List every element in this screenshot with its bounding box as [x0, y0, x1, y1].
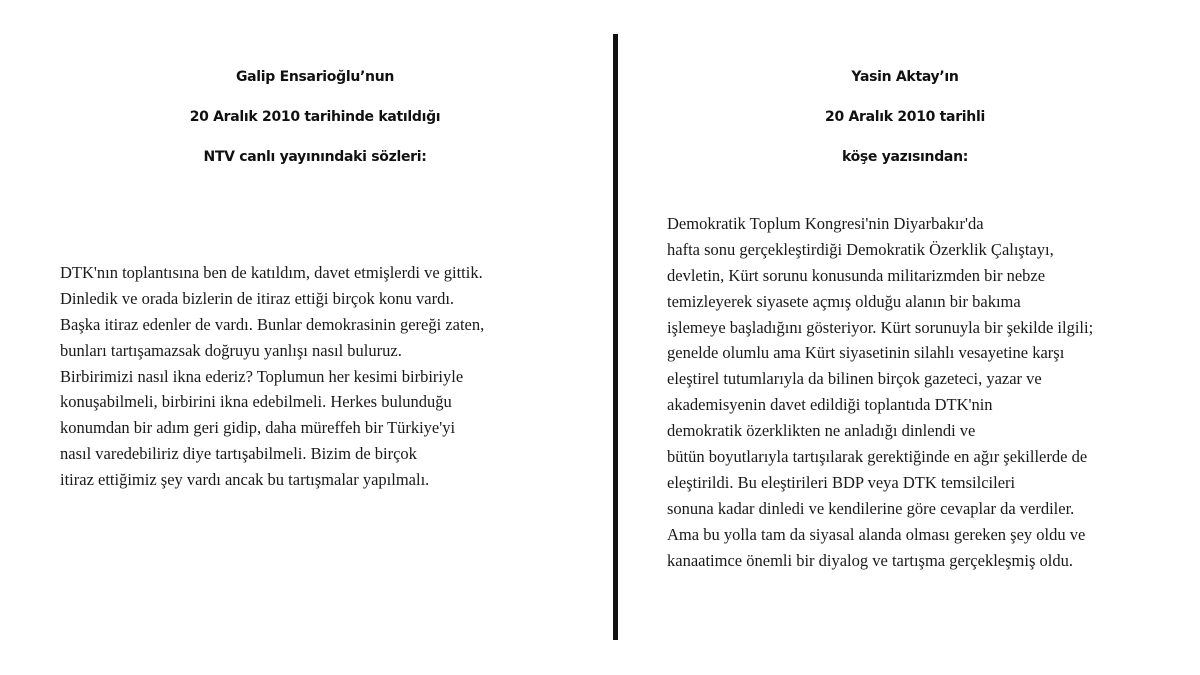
right-quote-line: devletin, Kürt sorunu konusunda militarizmden bir nebze [667, 265, 1046, 285]
right-quote-line: Demokratik Toplum Kongresi'nin Diyarbakır'da [667, 214, 984, 233]
left-quote-line: konuşabilmeli, birbirini ikna edebilmeli. Herkes bulunduğu [60, 392, 452, 412]
right-quote-line: genelde olumlu ama Kürt siyasetinin silahlı vesayetine karşı [667, 343, 1065, 363]
vertical-divider [613, 34, 618, 640]
right-quote-line: hafta sonu gerçekleştirdiği Demokratik Özerklik Çalıştayı, [667, 239, 1054, 259]
left-heading-line: Galip Ensarioğlu’nun [235, 69, 395, 85]
left-quote [60, 260, 484, 493]
left-quote-line: Başka itiraz edenler de vardı. Bunlar demokrasinin gereği zaten, [60, 314, 485, 334]
right-quote-line: işlemeye başladığını gösteriyor. Kürt sorunuyla bir şekilde ilgili; [667, 317, 1094, 337]
left-quote-line: Birbirimizi nasıl ikna ederiz? Toplumun her kesimi birbiriyle [60, 366, 464, 386]
right-heading-line: Yasin Aktay’ın [851, 69, 959, 85]
right-quote-line: sonuna kadar dinledi ve kendilerine göre cevaplar da verdiler. [667, 498, 1075, 518]
right-quote-line: Ama bu yolla tam da siyasal alanda olması gereken şey oldu ve [667, 524, 1086, 544]
left-quote-line: Dinledik ve orada bizlerin de itiraz ettiği birçok konu vardı. [60, 288, 455, 308]
right-quote-line: kanaatimce önemli bir diyalog ve tartışma gerçekleşmiş oldu. [667, 550, 1073, 570]
left-quote-line: DTK'nın toplantısına ben de katıldım, davet etmişlerdi ve gittik. [60, 263, 483, 282]
right-heading [625, 57, 1185, 177]
left-quote-line: nasıl varedebiliriz diye tartışabilmeli. Bizim de birçok [60, 444, 417, 464]
left-heading-line: 20 Aralık 2010 tarihinde katıldığı [189, 109, 441, 125]
right-heading-line: 20 Aralık 2010 tarihli [825, 109, 985, 125]
left-quote-line: itiraz ettiğimiz şey vardı ancak bu tartışmalar yapılmalı. [60, 470, 430, 490]
left-quote-line: konumdan bir adım geri gidip, daha müreffeh bir Türkiye'yi [60, 418, 456, 438]
left-quote-line: bunları tartışamazsak doğruyu yanlışı nasıl buluruz. [60, 340, 402, 360]
right-quote-line: akademisyenin davet edildiği toplantıda DTK'nin [667, 395, 993, 415]
right-quote-line: eleştirildi. Bu eleştirileri BDP veya DTK temsilcileri [667, 472, 1016, 492]
left-heading-line: NTV canlı yayınındaki sözleri: [203, 149, 427, 165]
right-quote-line: temizleyerek siyasete açmış olduğu alanın bir bakıma [667, 291, 1021, 311]
right-quote-line: eleştirel tutumlarıyla da bilinen birçok gazeteci, yazar ve [667, 369, 1042, 389]
right-quote [667, 211, 1093, 573]
right-quote-line: demokratik özerklikten ne anladığı dinlendi ve [667, 421, 976, 441]
right-quote-line: bütün boyutlarıyla tartışılarak gerektiğinde en ağır şekillerde de [667, 447, 1088, 467]
right-heading-line: köşe yazısından: [841, 149, 969, 165]
left-heading [20, 57, 610, 177]
